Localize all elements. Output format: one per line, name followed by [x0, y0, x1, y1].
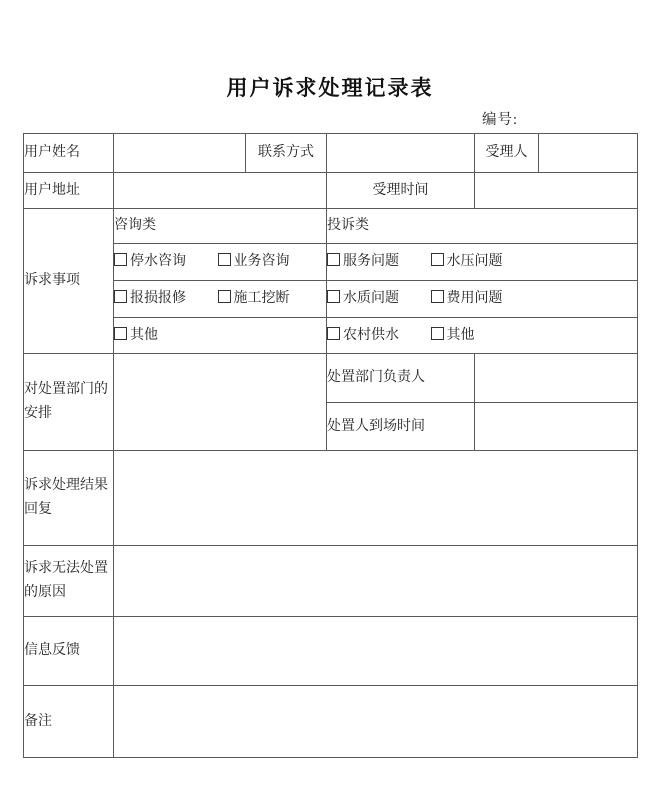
- complaint-options-row3: [327, 318, 638, 354]
- checkbox-label: 其他: [130, 327, 158, 343]
- row-category-headers: [24, 209, 638, 244]
- checkbox-icon: [327, 327, 340, 340]
- field-user-name-label: 用户姓名: [24, 134, 114, 173]
- unable-reason-value: [114, 546, 638, 617]
- consult-options-row3: [114, 318, 327, 354]
- checkbox-item-service-issue: [327, 250, 399, 274]
- unable-reason-label: 诉求无法处置的原因: [24, 546, 114, 617]
- dept-manager-value: [475, 354, 638, 403]
- row-reply-result: [24, 451, 638, 546]
- checkbox-icon: [218, 290, 231, 303]
- checkbox-icon: [431, 290, 444, 303]
- checkbox-item-stop-water-consult: [114, 250, 186, 274]
- checkbox-icon: [114, 253, 127, 266]
- checkbox-label: 水压问题: [446, 254, 503, 269]
- consult-options-row2: [114, 281, 327, 318]
- checkbox-item-fee-issue: [431, 287, 503, 311]
- checkbox-label: 农村供水: [343, 327, 399, 343]
- field-address-value: [114, 173, 327, 209]
- row-user-address: [24, 173, 638, 209]
- field-handler-label: 受理人: [475, 134, 539, 173]
- checkbox-label: 其他: [446, 327, 475, 343]
- row-remarks: [24, 686, 638, 758]
- checkbox-icon: [327, 253, 340, 266]
- reply-result-label: 诉求处理结果回复: [24, 451, 114, 546]
- dept-manager-label: 处置部门负责人: [327, 354, 475, 403]
- reply-result-value: [114, 451, 638, 546]
- checkbox-item-consult-other: [114, 324, 158, 348]
- arrangement-notes-cell: [114, 354, 327, 451]
- checkbox-item-complaint-other: [431, 324, 475, 348]
- field-accept-time-value: [475, 173, 638, 209]
- row-unable-reason: [24, 546, 638, 617]
- consult-category-header: 咨询类: [114, 209, 327, 244]
- section-appeal-items-label: 诉求事项: [24, 209, 114, 354]
- arrival-time-label: 处置人到场时间: [327, 403, 475, 451]
- arrival-time-value: [475, 403, 638, 451]
- field-contact-label: 联系方式: [246, 134, 327, 173]
- checkbox-item-water-pressure-issue: [431, 250, 503, 274]
- field-user-name-value: [114, 134, 246, 173]
- row-feedback: [24, 617, 638, 686]
- remarks-label: 备注: [24, 686, 114, 758]
- row-user-name: [24, 134, 638, 173]
- checkbox-icon: [431, 253, 444, 266]
- checkbox-label: 报损报修: [130, 291, 186, 306]
- checkbox-icon: [431, 327, 444, 340]
- checkbox-label: 停水咨询: [130, 254, 186, 269]
- form-number-label: 编号:: [482, 112, 519, 128]
- row-dept-manager: [24, 354, 638, 403]
- remarks-value: [114, 686, 638, 758]
- field-address-label: 用户地址: [24, 173, 114, 209]
- consult-options-row1: [114, 244, 327, 281]
- checkbox-item-damage-repair: [114, 287, 186, 311]
- form-title: 用户诉求处理记录表: [226, 76, 434, 100]
- checkbox-label: 施工挖断: [233, 291, 290, 306]
- checkbox-item-business-consult: [218, 250, 290, 274]
- checkbox-item-rural-water-supply: [327, 324, 399, 348]
- row-options-1: [24, 244, 638, 281]
- row-options-2: [24, 281, 638, 318]
- section-arrangement-label: 对处置部门的安排: [24, 354, 114, 451]
- checkbox-label: 费用问题: [446, 291, 503, 306]
- checkbox-icon: [114, 327, 127, 340]
- row-options-3: [24, 318, 638, 354]
- checkbox-label: 业务咨询: [233, 254, 290, 269]
- complaint-options-row1: [327, 244, 638, 281]
- field-accept-time-label: 受理时间: [327, 173, 475, 209]
- record-form-table: [23, 133, 638, 758]
- complaint-category-header: 投诉类: [327, 209, 638, 244]
- complaint-options-row2: [327, 281, 638, 318]
- checkbox-label: 水质问题: [343, 291, 399, 306]
- checkbox-label: 服务问题: [343, 254, 399, 269]
- field-contact-value: [327, 134, 475, 173]
- checkbox-icon: [114, 290, 127, 303]
- field-handler-value: [539, 134, 638, 173]
- feedback-label: 信息反馈: [24, 617, 114, 686]
- checkbox-icon: [218, 253, 231, 266]
- feedback-value: [114, 617, 638, 686]
- checkbox-icon: [327, 290, 340, 303]
- checkbox-item-water-quality-issue: [327, 287, 399, 311]
- checkbox-item-construction-cut: [218, 287, 290, 311]
